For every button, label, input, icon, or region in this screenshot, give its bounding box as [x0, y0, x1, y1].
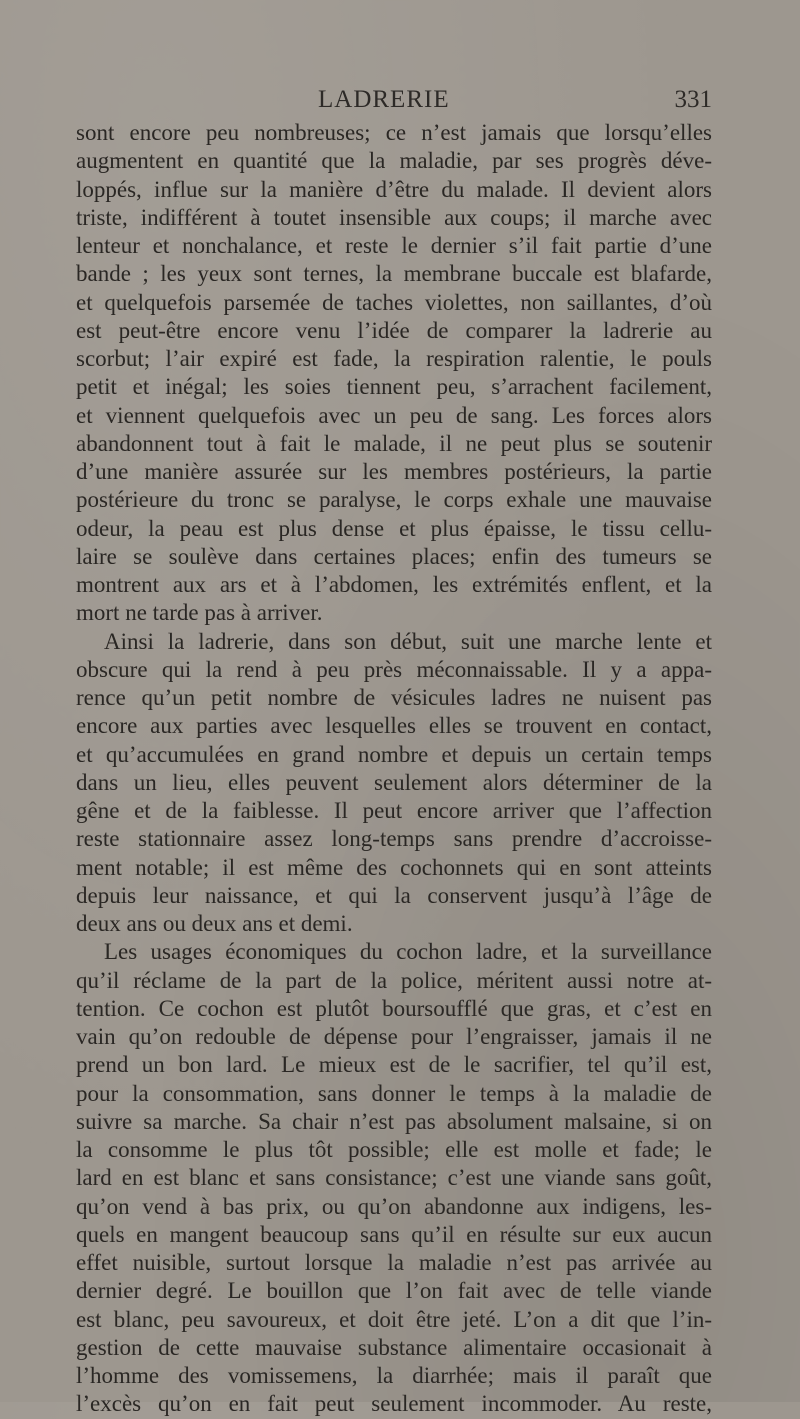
text-line: suivre sa marche. Sa chair n’est pas absolument malsaine, si on	[76, 1108, 712, 1134]
text-line: effet nuisible, surtout lorsque la maladie n’est pas arrivée au	[76, 1250, 712, 1275]
text-line: et quelquefois parsemée de taches violettes, non saillantes, d’où	[76, 289, 712, 315]
text-line: laire se soulève dans certaines places; enfin des tumeurs se	[76, 543, 712, 569]
text-line: l’excès qu’on en fait peut seulement incommoder. Au reste,	[76, 1391, 712, 1417]
text-line: ment notable; il est même des cochonnets qui en sont atteints	[76, 854, 712, 880]
text-line: qu’il réclame de la part de la police, méritent aussi notre at-	[76, 967, 712, 993]
text-line: pour la consommation, sans donner le temps à la maladie de	[76, 1080, 712, 1106]
text-line: petit et inégal; les soies tiennent peu, s’arrachent facilement,	[76, 374, 712, 400]
text-line: et viennent quelquefois avec un peu de sang. Les forces alors	[76, 402, 712, 428]
text-line: reste stationnaire assez long-temps sans prendre d’accroisse-	[76, 826, 712, 852]
text-line: triste, indifférent à toutet insensible aux coups; il marche avec	[76, 204, 712, 230]
text-line: abandonnent tout à fait le malade, il ne peut plus se soutenir	[76, 430, 712, 456]
text-line: d’une manière assurée sur les membres postérieurs, la partie	[76, 459, 712, 484]
text-line: depuis leur naissance, et qui la conservent jusqu’à l’âge de	[76, 882, 712, 908]
text-line: rence qu’un petit nombre de vésicules ladres ne nuisent pas	[76, 685, 712, 710]
body-text	[76, 119, 712, 1419]
text-line: obscure qui la rend à peu près méconnaissable. Il y a appa-	[76, 656, 712, 682]
text-line: encore aux parties avec lesquelles elles se trouvent en contact,	[76, 713, 712, 739]
text-line: gêne et de la faiblesse. Il peut encore arriver que l’affection	[76, 798, 712, 823]
page-number: 331	[674, 86, 712, 113]
text-line: gestion de cette mauvaise substance alimentaire occasionait à	[76, 1334, 712, 1360]
text-line: odeur, la peau est plus dense et plus épaisse, le tissu cellu-	[76, 515, 712, 541]
text-line: bande ; les yeux sont ternes, la membrane buccale est blafarde,	[76, 261, 712, 287]
text-line: dernier degré. Le bouillon que l’on fait avec de telle viande	[76, 1278, 712, 1304]
text-line: scorbut; l’air expiré est fade, la respiration ralentie, le pouls	[76, 346, 712, 371]
text-line: lenteur et nonchalance, et reste le dernier s’il fait partie d’une	[76, 233, 712, 258]
text-line: vain qu’on redouble de dépense pour l’engraisser, jamais il ne	[76, 1024, 712, 1049]
text-line: sont encore peu nombreuses; ce n’est jamais que lorsqu’elles	[76, 120, 712, 145]
text-line: et qu’accumulées en grand nombre et depuis un certain temps	[76, 741, 712, 767]
text-line: lard en est blanc et sans consistance; c’est une viande sans goût,	[76, 1165, 712, 1191]
page-header	[78, 86, 712, 120]
text-line: Ainsi la ladrerie, dans son début, suit une marche lente et	[104, 628, 712, 654]
text-line: l’homme des vomissemens, la diarrhée; mais il paraît que	[76, 1363, 712, 1388]
text-line: mort ne tarde pas à arriver.	[76, 600, 323, 626]
text-line: quels en mangent beaucoup sans qu’il en résulte sur eux aucun	[76, 1221, 712, 1247]
text-line: deux ans ou deux ans et demi.	[76, 911, 353, 936]
text-line: tention. Ce cochon est plutôt boursoufflé que gras, et c’est en	[76, 995, 712, 1021]
text-line: augmentent en quantité que la maladie, par ses progrès déve-	[76, 148, 712, 174]
text-line: Les usages économiques du cochon ladre, et la surveillance	[104, 939, 712, 965]
text-line: la consomme le plus tôt possible; elle est molle et fade; le	[76, 1137, 712, 1162]
text-line: dans un lieu, elles peuvent seulement alors déterminer de la	[76, 769, 712, 795]
text-line: est blanc, peu savoureux, et doit être jeté. L’on a dit que l’in-	[76, 1306, 712, 1332]
running-title: LADRERIE	[318, 86, 450, 113]
text-line: prend un bon lard. Le mieux est de le sacrifier, tel qu’il est,	[76, 1052, 712, 1078]
text-line: est peut-être encore venu l’idée de comparer la ladrerie au	[76, 317, 712, 343]
text-line: postérieure du tronc se paralyse, le corps exhale une mauvaise	[76, 487, 712, 513]
text-line: loppés, influe sur la manière d’être du malade. Il devient alors	[76, 176, 712, 202]
text-line: montrent aux ars et à l’abdomen, les extrémités enflent, et la	[76, 572, 712, 597]
text-line: qu’on vend à bas prix, ou qu’on abandonne aux indigens, les-	[76, 1193, 712, 1219]
